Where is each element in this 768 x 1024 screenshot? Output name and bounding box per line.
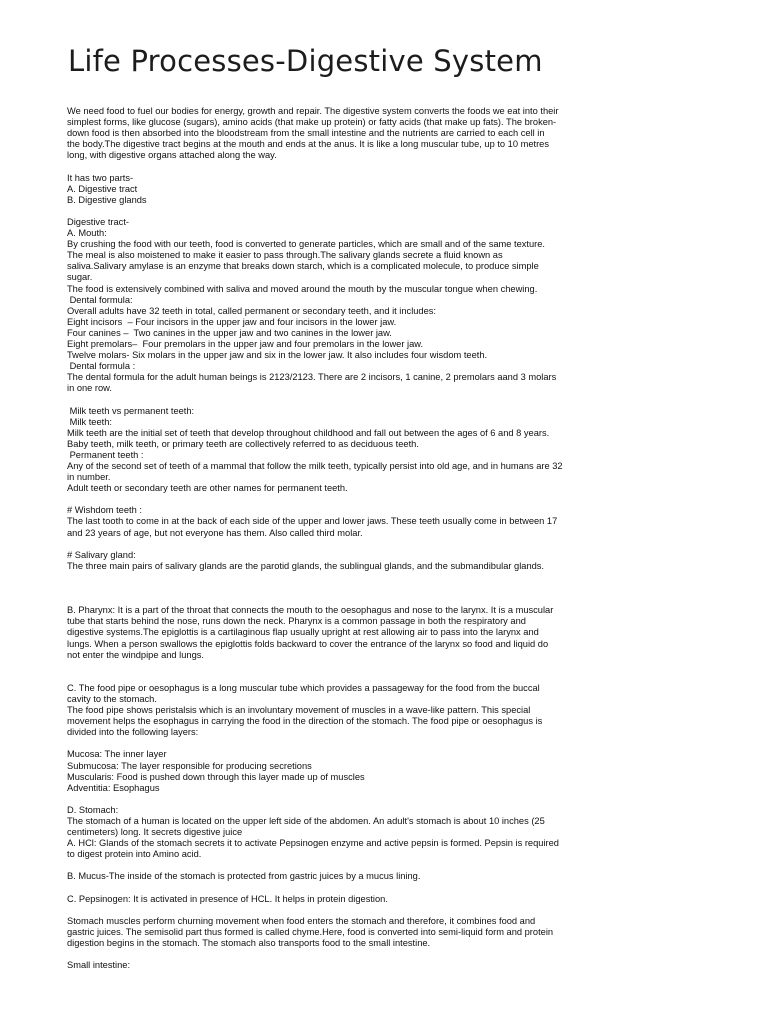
text-line: A. Mouth: bbox=[67, 228, 107, 239]
text-line: saliva.Salivary amylase is an enzyme that breaks down starch, which is a complicated molecule, to produce simple bbox=[67, 261, 539, 272]
text-line: B. Digestive glands bbox=[67, 194, 147, 205]
text-line: the body.The digestive tract begins at the mouth and ends at the anus. It is like a long muscular tube, up to 10 metres bbox=[67, 139, 549, 150]
text-line: Any of the second set of teeth of a mammal that follow the milk teeth, typically persist into old age, and in humans are 32 bbox=[67, 461, 563, 471]
blank-line bbox=[67, 594, 657, 605]
text-line: It has two parts- bbox=[67, 172, 134, 183]
text-line: # Wishdom teeth : bbox=[67, 505, 142, 516]
text-line: The last tooth to come in at the back of each side of the upper and lower jaws. These teeth usually come in between 17 bbox=[67, 516, 558, 527]
text-line: digestive systems.The epiglottis is a cartilaginous flap usually upright at rest allowing air to pass into the larynx and bbox=[67, 627, 539, 638]
text-line: B. Pharynx: It is a part of the throat that connects the mouth to the oesophagus and nose to the larynx. It is a muscular bbox=[67, 605, 554, 616]
text-line: The food pipe shows peristalsis which is an involuntary movement of muscles in a wave-like pattern. This special bbox=[67, 705, 531, 716]
text-line: divided into the following layers: bbox=[67, 727, 199, 738]
text-line: and 23 years of age, but not everyone has them. Also called third molar. bbox=[67, 527, 363, 538]
blank-line bbox=[67, 572, 657, 583]
text-line: Permanent teeth : bbox=[67, 449, 144, 460]
body-text bbox=[67, 106, 657, 971]
text-line: The stomach of a human is located on the upper left side of the abdomen. An adult's stomach is about 10 inches (25 bbox=[67, 816, 545, 826]
text-line: down food is then absorbed into the bloodstream from the small intestine and the nutrients are carried to each cell in bbox=[67, 128, 545, 139]
text-line: The three main pairs of salivary glands are the parotid glands, the sublingual glands, and the submandibular glands. bbox=[67, 560, 545, 571]
text-line: Muscularis: Food is pushed down through this layer made up of muscles bbox=[67, 771, 365, 782]
text-line: digestion begins in the stomach. The stomach also transports food to the small intestine. bbox=[67, 938, 431, 949]
text-line: centimeters) long. It secrets digestive juice bbox=[67, 827, 243, 838]
text-line: The dental formula for the adult human beings is 2123/2123. There are 2 incisors, 1 canine, 2 premolars aand 3 molars bbox=[67, 372, 557, 383]
text-line: cavity to the stomach. bbox=[67, 693, 157, 704]
text-line: Submucosa: The layer responsible for producing secretions bbox=[67, 760, 312, 771]
text-line: tube that starts behind the nose, runs down the neck. Pharynx is a common passage in both the respiratory and bbox=[67, 616, 526, 627]
text-line: B. Mucus-The inside of the stomach is protected from gastric juices by a mucus lining. bbox=[67, 871, 421, 882]
text-line: Twelve molars- Six molars in the upper jaw and six in the lower jaw. It also includes four wisdom teeth. bbox=[67, 350, 488, 361]
blank-line bbox=[67, 583, 657, 594]
text-line: A. HCl: Glands of the stomach secrets it to activate Pepsinogen enzyme and active pepsin is formed. Pepsin is required bbox=[67, 838, 559, 849]
text-line: Four canines – Two canines in the upper jaw and two canines in the lower jaw. bbox=[67, 327, 392, 338]
blank-line bbox=[67, 794, 657, 805]
blank-line bbox=[67, 206, 657, 217]
blank-line bbox=[67, 539, 657, 550]
text-line: to digest protein into Amino acid. bbox=[67, 849, 202, 860]
text-line: lungs. When a person swallows the epiglottis folds backward to cover the entrance of the larynx so food and liquid do bbox=[67, 638, 549, 649]
blank-line bbox=[67, 161, 657, 172]
text-line: not enter the windpipe and lungs. bbox=[67, 649, 204, 660]
text-line: Adventitia: Esophagus bbox=[67, 782, 160, 793]
blank-line bbox=[67, 738, 657, 749]
text-line: simplest forms, like glucose (sugars), amino acids (that make up protein) or fatty acids (that make up fats). The broken- bbox=[67, 117, 557, 128]
text-line: Baby teeth, milk teeth, or primary teeth are collectively referred to as deciduous teeth. bbox=[67, 438, 419, 449]
blank-line bbox=[67, 949, 657, 960]
blank-line bbox=[67, 883, 657, 894]
blank-line bbox=[67, 661, 657, 672]
text-line: A. Digestive tract bbox=[67, 183, 138, 194]
text-line: movement helps the esophagus in carrying the food in the direction of the stomach. The food pipe or oesophagus is bbox=[67, 716, 543, 727]
text-line: Eight incisors – Four incisors in the upper jaw and four incisors in the lower jaw. bbox=[67, 316, 397, 327]
text-line: Dental formula : bbox=[67, 361, 136, 372]
blank-line bbox=[67, 905, 657, 916]
text-line: Overall adults have 32 teeth in total, called permanent or secondary teeth, and it includes: bbox=[67, 305, 436, 316]
blank-line bbox=[67, 672, 657, 683]
text-line: The meal is also moistened to make it easier to pass through.The salivary glands secrete a fluid known as bbox=[67, 250, 503, 261]
text-line: sugar. bbox=[67, 272, 93, 283]
text-line: long, with digestive organs attached along the way. bbox=[67, 150, 277, 161]
text-line: Milk teeth: bbox=[67, 416, 112, 427]
text-line: C. The food pipe or oesophagus is a long muscular tube which provides a passageway for the food from the buccal bbox=[67, 682, 540, 693]
text-line: Mucosa: The inner layer bbox=[67, 749, 167, 760]
blank-line bbox=[67, 860, 657, 871]
blank-line bbox=[67, 394, 657, 405]
text-line: in number. bbox=[67, 472, 111, 483]
text-line: in one row. bbox=[67, 383, 112, 394]
text-line: We need food to fuel our bodies for energy, growth and repair. The digestive system converts the foods we eat into their bbox=[67, 106, 559, 116]
text-line: Dental formula: bbox=[67, 294, 133, 305]
page-title: Life Processes-Digestive System bbox=[68, 44, 543, 78]
text-line: By crushing the food with our teeth, food is converted to generate particles, which are small and of the same texture. bbox=[67, 239, 546, 250]
text-line: D. Stomach: bbox=[67, 804, 119, 815]
text-line: Digestive tract- bbox=[67, 216, 129, 227]
text-line: Milk teeth vs permanent teeth: bbox=[67, 405, 195, 416]
text-line: Eight premolars– Four premolars in the upper jaw and four premolars in the lower jaw. bbox=[67, 338, 424, 349]
text-line: C. Pepsinogen: It is activated in presence of HCL. It helps in protein digestion. bbox=[67, 893, 388, 904]
text-line: gastric juices. The semisolid part thus formed is called chyme.Here, food is converted into semi-liquid form and protein bbox=[67, 926, 554, 937]
text-line: Adult teeth or secondary teeth are other names for permanent teeth. bbox=[67, 483, 348, 494]
text-line: Milk teeth are the initial set of teeth that develop throughout childhood and fall out between the ages of 6 and 8 years. bbox=[67, 427, 550, 438]
blank-line bbox=[67, 494, 657, 505]
text-line: Small intestine: bbox=[67, 960, 131, 971]
text-line: # Salivary gland: bbox=[67, 549, 136, 560]
text-line: Stomach muscles perform churning movement when food enters the stomach and therefore, it combines food and bbox=[67, 915, 536, 926]
text-line: The food is extensively combined with saliva and moved around the mouth by the muscular tongue when chewing. bbox=[67, 283, 538, 294]
